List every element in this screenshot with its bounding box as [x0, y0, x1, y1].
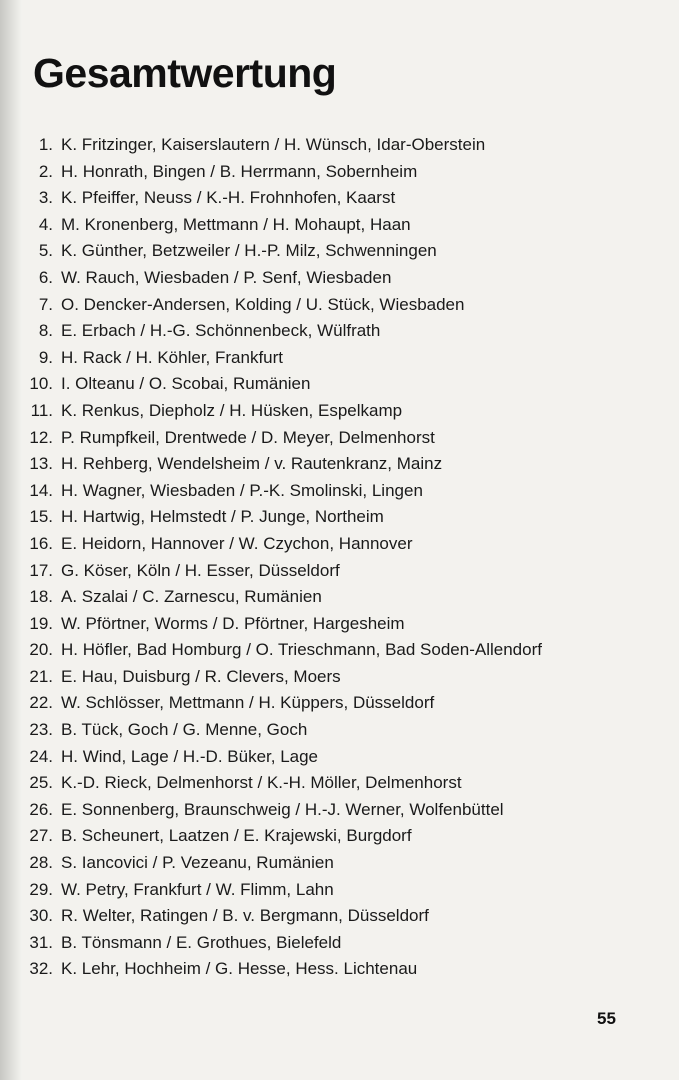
page-title: Gesamtwertung — [33, 50, 337, 96]
pair-names: W. Rauch, Wiesbaden / P. Senf, Wiesbaden — [61, 267, 392, 287]
list-item — [22, 587, 542, 614]
pair-names: E. Sonnenberg, Braunschweig / H.-J. Werner, Wolfenbüttel — [61, 799, 504, 819]
pair-names: W. Schlösser, Mettmann / H. Küppers, Düsseldorf — [61, 693, 435, 713]
list-item — [22, 241, 542, 268]
pair-names: K. Pfeiffer, Neuss / K.-H. Frohnhofen, Kaarst — [61, 188, 396, 208]
pair-names: K.-D. Rieck, Delmenhorst / K.-H. Möller, Delmenhorst — [61, 773, 462, 793]
list-item — [22, 428, 542, 455]
list-item — [22, 295, 542, 322]
pair-names: A. Szalai / C. Zarnescu, Rumänien — [61, 587, 322, 607]
rank-number: 18. — [29, 587, 53, 607]
pair-names: B. Tönsmann / E. Grothues, Bielefeld — [61, 932, 342, 952]
rank-number: 26. — [29, 799, 53, 819]
list-item — [22, 374, 542, 401]
rank-number: 8. — [38, 321, 53, 341]
pair-names: B. Tück, Goch / G. Menne, Goch — [61, 720, 308, 740]
list-item — [22, 162, 542, 189]
pair-names: E. Erbach / H.-G. Schönnenbeck, Wülfrath — [61, 321, 381, 341]
list-item — [22, 321, 542, 348]
pair-names: W. Pförtner, Worms / D. Pförtner, Hargesheim — [61, 613, 405, 633]
pair-names: H. Höfler, Bad Homburg / O. Trieschmann, Bad Soden-Allendorf — [61, 640, 542, 660]
pair-names: S. Iancovici / P. Vezeanu, Rumänien — [61, 853, 334, 873]
pair-names: H. Wagner, Wiesbaden / P.-K. Smolinski, Lingen — [61, 480, 423, 500]
list-item — [22, 614, 542, 641]
list-item — [22, 481, 542, 508]
pair-names: H. Rehberg, Wendelsheim / v. Rautenkranz, Mainz — [61, 454, 443, 474]
rank-number: 19. — [29, 613, 53, 633]
rank-number: 21. — [29, 666, 53, 686]
pair-names: B. Scheunert, Laatzen / E. Krajewski, Burgdorf — [61, 826, 412, 846]
rank-number: 24. — [29, 746, 53, 766]
rank-number: 30. — [29, 906, 53, 926]
rank-number: 5. — [38, 241, 53, 261]
rank-number: 16. — [29, 533, 53, 553]
pair-names: H. Wind, Lage / H.-D. Büker, Lage — [61, 746, 319, 766]
rank-number: 20. — [29, 640, 53, 660]
page-number: 55 — [597, 1009, 616, 1028]
pair-names: K. Günther, Betzweiler / H.-P. Milz, Schwenningen — [61, 241, 437, 261]
binding-shadow — [0, 0, 22, 1080]
list-item — [22, 773, 542, 800]
list-item — [22, 507, 542, 534]
list-item — [22, 268, 542, 295]
pair-names: K. Lehr, Hochheim / G. Hesse, Hess. Lichtenau — [61, 959, 418, 979]
pair-names: M. Kronenberg, Mettmann / H. Mohaupt, Haan — [61, 214, 411, 234]
rank-number: 11. — [30, 400, 53, 420]
list-item — [22, 215, 542, 242]
rank-number: 31. — [29, 932, 53, 952]
rank-number: 15. — [29, 507, 53, 527]
rank-number: 32. — [29, 959, 53, 979]
pair-names: P. Rumpfkeil, Drentwede / D. Meyer, Delmenhorst — [61, 427, 435, 447]
list-item — [22, 720, 542, 747]
rank-number: 3. — [38, 188, 53, 208]
pair-names: K. Fritzinger, Kaiserslautern / H. Wünsch, Idar-Oberstein — [61, 135, 486, 154]
rank-number: 2. — [38, 161, 53, 181]
list-item — [22, 933, 542, 960]
list-item — [22, 853, 542, 880]
pair-names: I. Olteanu / O. Scobai, Rumänien — [61, 374, 311, 394]
rank-number: 10. — [29, 374, 53, 394]
rank-number: 1. — [38, 135, 53, 154]
pair-names: H. Rack / H. Köhler, Frankfurt — [61, 347, 284, 367]
rank-number: 7. — [38, 294, 53, 314]
rank-number: 6. — [38, 267, 53, 287]
list-item — [22, 693, 542, 720]
pair-names: G. Köser, Köln / H. Esser, Düsseldorf — [61, 560, 340, 580]
list-item — [22, 800, 542, 827]
list-item — [22, 640, 542, 667]
rank-number: 25. — [29, 773, 53, 793]
list-item — [22, 906, 542, 933]
rank-number: 17. — [29, 560, 53, 580]
list-item — [22, 348, 542, 375]
rank-number: 9. — [38, 347, 53, 367]
rank-number: 13. — [29, 454, 53, 474]
rank-number: 27. — [29, 826, 53, 846]
pair-names: K. Renkus, Diepholz / H. Hüsken, Espelkamp — [61, 400, 403, 420]
list-item — [22, 454, 542, 481]
list-item — [22, 188, 542, 215]
pair-names: E. Heidorn, Hannover / W. Czychon, Hannover — [61, 533, 413, 553]
pair-names: E. Hau, Duisburg / R. Clevers, Moers — [61, 666, 341, 686]
pair-names: W. Petry, Frankfurt / W. Flimm, Lahn — [61, 879, 334, 899]
rank-number: 28. — [29, 853, 53, 873]
list-item — [22, 667, 542, 694]
rank-number: 22. — [29, 693, 53, 713]
list-item — [22, 826, 542, 853]
rank-number: 29. — [29, 879, 53, 899]
list-item — [22, 135, 542, 162]
pair-names: H. Honrath, Bingen / B. Herrmann, Sobernheim — [61, 161, 418, 181]
pair-names: H. Hartwig, Helmstedt / P. Junge, Northeim — [61, 507, 384, 527]
rank-number: 12. — [29, 427, 53, 447]
rank-number: 14. — [29, 480, 53, 500]
list-item — [22, 561, 542, 588]
list-item — [22, 401, 542, 428]
pair-names: O. Dencker-Andersen, Kolding / U. Stück, Wiesbaden — [61, 294, 465, 314]
list-item — [22, 747, 542, 774]
ranking-list — [22, 135, 542, 986]
rank-number: 4. — [38, 214, 53, 234]
pair-names: R. Welter, Ratingen / B. v. Bergmann, Düsseldorf — [61, 906, 429, 926]
list-item — [22, 534, 542, 561]
list-item — [22, 959, 542, 986]
list-item — [22, 880, 542, 907]
rank-number: 23. — [29, 720, 53, 740]
